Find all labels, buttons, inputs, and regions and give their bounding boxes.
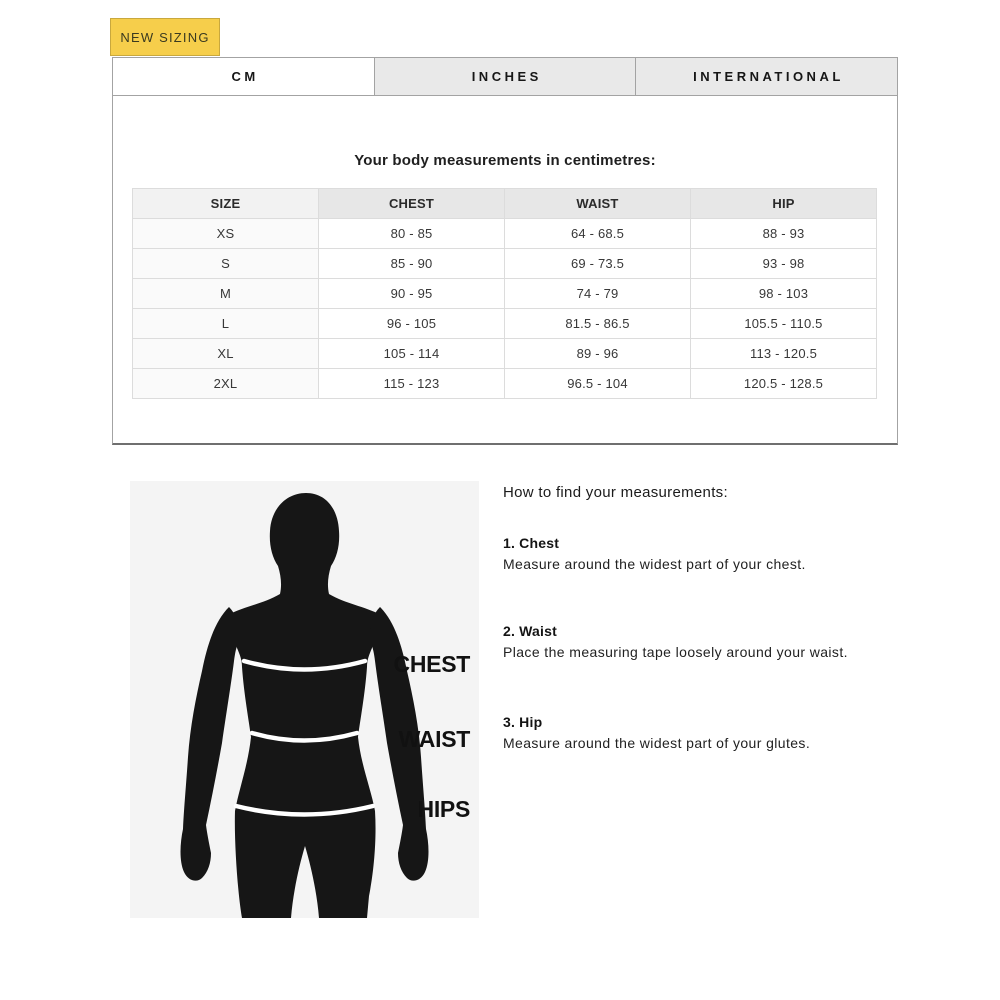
size-cell: XS	[133, 219, 319, 249]
hip-cell: 113 - 120.5	[691, 339, 877, 369]
chest-cell: 90 - 95	[319, 279, 505, 309]
size-cell: M	[133, 279, 319, 309]
hip-cell: 105.5 - 110.5	[691, 309, 877, 339]
hip-cell: 120.5 - 128.5	[691, 369, 877, 399]
guide-title: How to find your measurements:	[503, 484, 728, 501]
waist-cell: 69 - 73.5	[505, 249, 691, 279]
chest-cell: 105 - 114	[319, 339, 505, 369]
hips-label: HIPS	[417, 796, 470, 822]
chest-cell: 115 - 123	[319, 369, 505, 399]
new-sizing-badge: NEW SIZING	[110, 18, 220, 56]
table-row	[133, 219, 877, 249]
chest-cell: 96 - 105	[319, 309, 505, 339]
measurement-guide	[503, 484, 983, 751]
waist-cell: 64 - 68.5	[505, 219, 691, 249]
table-row	[133, 369, 877, 399]
hip-cell: 98 - 103	[691, 279, 877, 309]
guide-step-waist	[503, 623, 983, 660]
guide-step-heading: 3. Hip	[503, 714, 543, 730]
column-header-size: SIZE	[133, 189, 319, 219]
column-header-chest: CHEST	[319, 189, 505, 219]
waist-cell: 74 - 79	[505, 279, 691, 309]
guide-step-heading: 1. Chest	[503, 535, 560, 551]
table-row	[133, 309, 877, 339]
waist-cell: 81.5 - 86.5	[505, 309, 691, 339]
size-cell: L	[133, 309, 319, 339]
chest-cell: 80 - 85	[319, 219, 505, 249]
body-silhouette-icon	[130, 481, 479, 918]
waist-label: WAIST	[398, 726, 470, 752]
hip-cell: 93 - 98	[691, 249, 877, 279]
hip-cell: 88 - 93	[691, 219, 877, 249]
size-cell: S	[133, 249, 319, 279]
size-table	[132, 188, 877, 399]
waist-cell: 96.5 - 104	[505, 369, 691, 399]
guide-step-chest	[503, 535, 983, 572]
table-row	[133, 279, 877, 309]
guide-step-hip	[503, 714, 983, 751]
guide-step-text: Measure around the widest part of your glutes.	[503, 735, 811, 751]
size-guide-panel	[112, 57, 898, 445]
tab-inches[interactable]: INCHES	[375, 58, 637, 96]
tab-cm[interactable]: CM	[113, 58, 375, 96]
table-row	[133, 249, 877, 279]
size-cell: XL	[133, 339, 319, 369]
table-row	[133, 339, 877, 369]
column-header-waist: WAIST	[505, 189, 691, 219]
guide-step-text: Place the measuring tape loosely around your waist.	[503, 644, 848, 660]
table-title: Your body measurements in centimetres:	[354, 152, 656, 169]
column-header-hip: HIP	[691, 189, 877, 219]
size-cell: 2XL	[133, 369, 319, 399]
guide-step-heading: 2. Waist	[503, 623, 557, 639]
tab-international[interactable]: INTERNATIONAL	[636, 58, 897, 96]
guide-step-text: Measure around the widest part of your chest.	[503, 556, 806, 572]
table-header-row	[133, 189, 877, 219]
body-measurement-figure	[130, 481, 479, 918]
chest-cell: 85 - 90	[319, 249, 505, 279]
waist-cell: 89 - 96	[505, 339, 691, 369]
unit-tab-bar	[113, 58, 897, 96]
chest-label: CHEST	[393, 651, 470, 677]
